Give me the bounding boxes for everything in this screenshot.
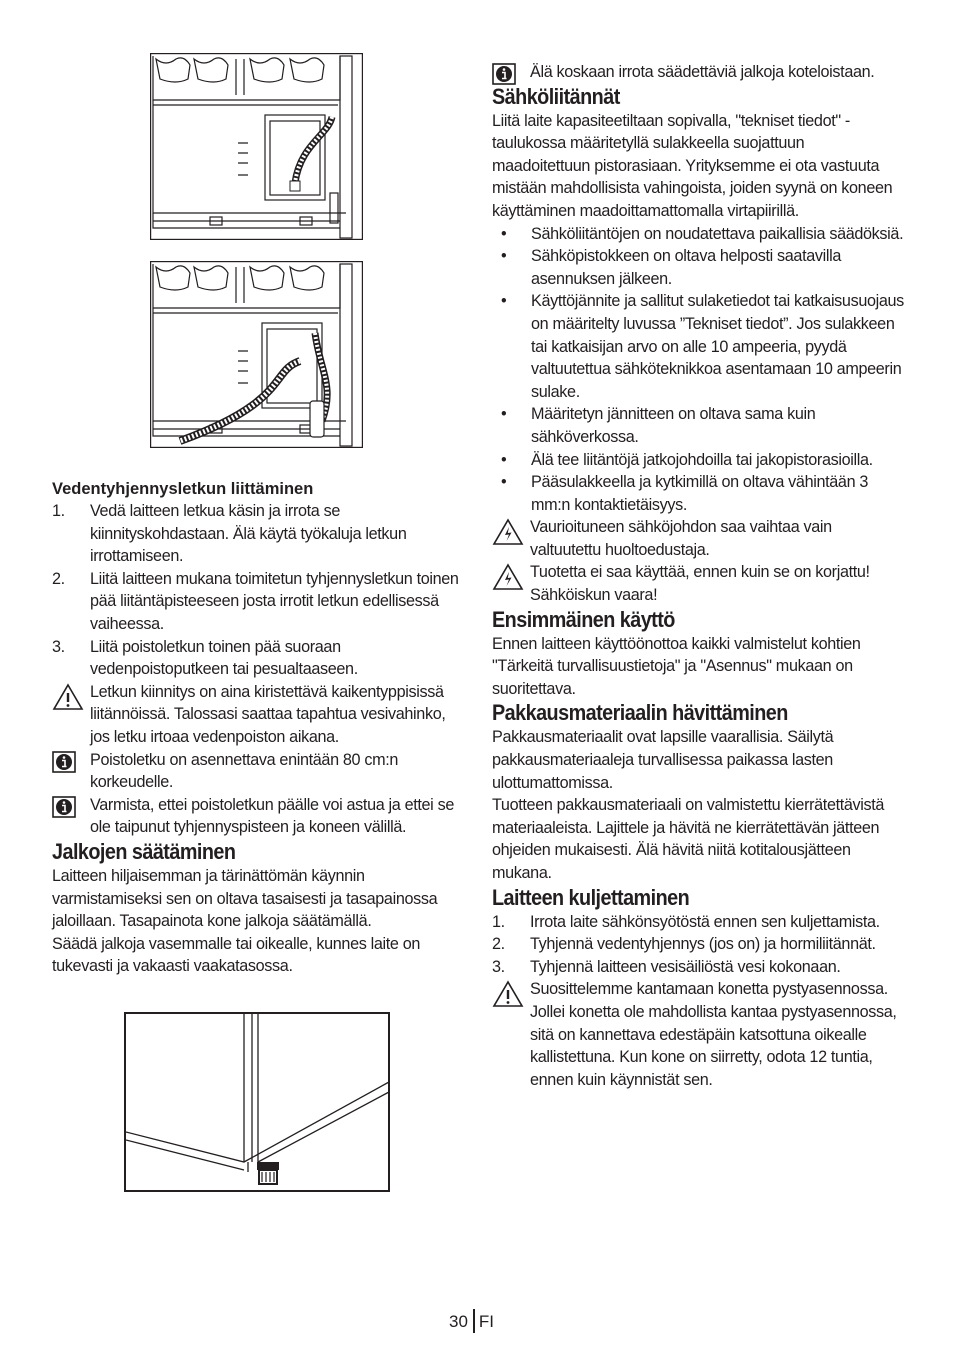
adjustable-foot-illustration bbox=[124, 1012, 390, 1192]
hose-attached-illustration bbox=[150, 53, 363, 240]
feet-info-note: Älä koskaan irrota säädettäviä jalkoja koteloistaan. bbox=[492, 61, 904, 84]
page-number: 30 bbox=[449, 1312, 468, 1331]
electrical-bullet: • Sähköliitäntöjen on noudatettava paikallisia säädöksiä. bbox=[501, 224, 904, 243]
right-column bbox=[492, 61, 904, 1091]
feet-section-heading: Jalkojen säätäminen bbox=[52, 838, 236, 864]
first-use-heading: Ensimmäinen käyttö bbox=[492, 606, 675, 632]
hose-info-note: Poistoletku on asennettava enintään 80 cm:n korkeudelle. bbox=[52, 749, 462, 794]
feet-paragraph: Säädä jalkoja vasemmalle tai oikealle, kunnes laite on tukevasti ja vakaasti vaakatasossa. bbox=[52, 934, 421, 976]
packaging-paragraph: Pakkausmateriaalit ovat lapsille vaarallisia. Säilytä pakkausmateriaaleja turvallisessa paikassa lasten ulottumattomissa. bbox=[492, 728, 834, 792]
info-icon bbox=[52, 751, 76, 773]
left-column bbox=[52, 478, 462, 978]
hose-detached-illustration bbox=[150, 261, 363, 448]
electrical-bullet: • Käyttöjännite ja sallitut sulaketiedot tai katkaisusuojaus on määritelty luvussa ”Tekniset tiedot”. Jos sulakkeen tai katkaisijan arvo on alle 10 ampeeria, pyydä valtuutettua sähköteknikkoa asentamaan 10 ampeerin sulake. bbox=[501, 292, 904, 401]
hose-step: 1. Vedä laitteen letkua käsin ja irrota se kiinnityskohdastaan. Älä käytä työkaluja letkun irrottamiseen. bbox=[52, 502, 407, 566]
packaging-paragraph: Tuotteen pakkausmateriaali on valmistettu kierrätettävistä materiaaleista. Lajittele ja hävitä ne kierrätettävän jätteen ohjeiden mukaisesti. Älä hävitä niitä kotitalousjätteen mukana. bbox=[492, 796, 885, 882]
electrical-bullet: • Älä tee liitäntöjä jatkojohdoilla tai jakopistorasioilla. bbox=[501, 450, 873, 469]
electrical-section-heading: Sähköliitännät bbox=[492, 83, 620, 109]
transport-step: 2. Tyhjennä vedentyhjennys (jos on) ja hormiliitännät. bbox=[492, 935, 876, 954]
info-icon bbox=[52, 796, 76, 818]
electrical-danger-note: Tuotetta ei saa käyttää, ennen kuin se on korjattu! Sähköiskun vaara! bbox=[492, 561, 904, 606]
first-use-paragraph: Ennen laitteen käyttöönottoa kaikki valmistelut kohtien "Tärkeitä turvallisuustietoja" ja "Asennus" mukaan on suoritettava. bbox=[492, 634, 861, 698]
electrical-bullet: • Pääsulakkeella ja kytkimillä on oltava vähintään 3 mm:n kontaktietäisyys. bbox=[501, 473, 869, 514]
language-code: FI bbox=[478, 1312, 495, 1331]
page-footer bbox=[449, 1309, 494, 1333]
warning-icon bbox=[492, 980, 524, 1008]
electrical-danger-note: Vaurioituneen sähköjohdon saa vaihtaa vain valtuutettu huoltoedustaja. bbox=[492, 516, 904, 561]
hose-section-heading: Vedentyhjennysletkun liittäminen bbox=[52, 480, 314, 498]
electrical-bullet: • Määritetyn jännitteen on oltava sama kuin sähköverkossa. bbox=[501, 405, 816, 446]
transport-heading: Laitteen kuljettaminen bbox=[492, 884, 690, 910]
footer-divider bbox=[473, 1309, 475, 1333]
electrical-paragraph: Liitä laite kapasiteetiltaan sopivalla, "tekniset tiedot" -taulukossa määritetyllä sulakkeella suojattuun maadoitettuun pistorasiaan. Yrityksemme ei ota vastuuta mistään mahdollisista vahingoista, joiden syynä on koneen käyttäminen maadoittamattomalla virtapiirillä. bbox=[492, 111, 893, 220]
hose-step: 3. Liitä poistoletkun toinen pää suoraan vedenpoistoputkeen tai pesualtaaseen. bbox=[52, 637, 358, 679]
electrical-bullet: • Sähköpistokkeen on oltava helposti saatavilla asennuksen jälkeen. bbox=[501, 247, 842, 288]
feet-paragraph: Laitteen hiljaisemman ja tärinättömän käynnin varmistamiseksi sen on oltava tasaisesti ja tasapainossa jaloillaan. Tasapainota kone jalkoja säätämällä. bbox=[52, 866, 438, 931]
hose-warning-note: Letkun kiinnitys on aina kiristettävä kaikentyppisissä liitännöissä. Talossasi saattaa tapahtua vesivahinko, jos letku irtoaa vedenpoiston aikana. bbox=[52, 681, 462, 749]
info-icon bbox=[492, 63, 516, 85]
warning-icon bbox=[52, 683, 84, 711]
hose-info-note: Varmista, ettei poistoletkun päälle voi astua ja ettei se ole taipunut tyhjennyspisteen ja koneen välillä. bbox=[52, 794, 462, 839]
hose-step: 2. Liitä laitteen mukana toimitetun tyhjennysletkun toinen pää liitäntäpisteeseen josta irrotit letkun edellisessä vaiheessa. bbox=[52, 569, 459, 633]
transport-warning-note: Suosittelemme kantamaan konetta pystyasennossa. Jollei konetta ole mahdollista kantaa pystyasennossa, sitä on kannettava edestäpäin katsottuna oikealle kallistettuna. Kun kone on siirretty, odota 12 tuntia, ennen kuin käynnistät sen. bbox=[492, 978, 904, 1091]
electric-hazard-icon bbox=[492, 518, 524, 546]
transport-step: 1. Irrota laite sähkönsyötöstä ennen sen kuljettamista. bbox=[492, 912, 880, 931]
transport-step: 3. Tyhjennä laitteen vesisäiliöstä vesi kokonaan. bbox=[492, 957, 841, 976]
electric-hazard-icon bbox=[492, 563, 524, 591]
packaging-heading: Pakkausmateriaalin hävittäminen bbox=[492, 700, 788, 726]
